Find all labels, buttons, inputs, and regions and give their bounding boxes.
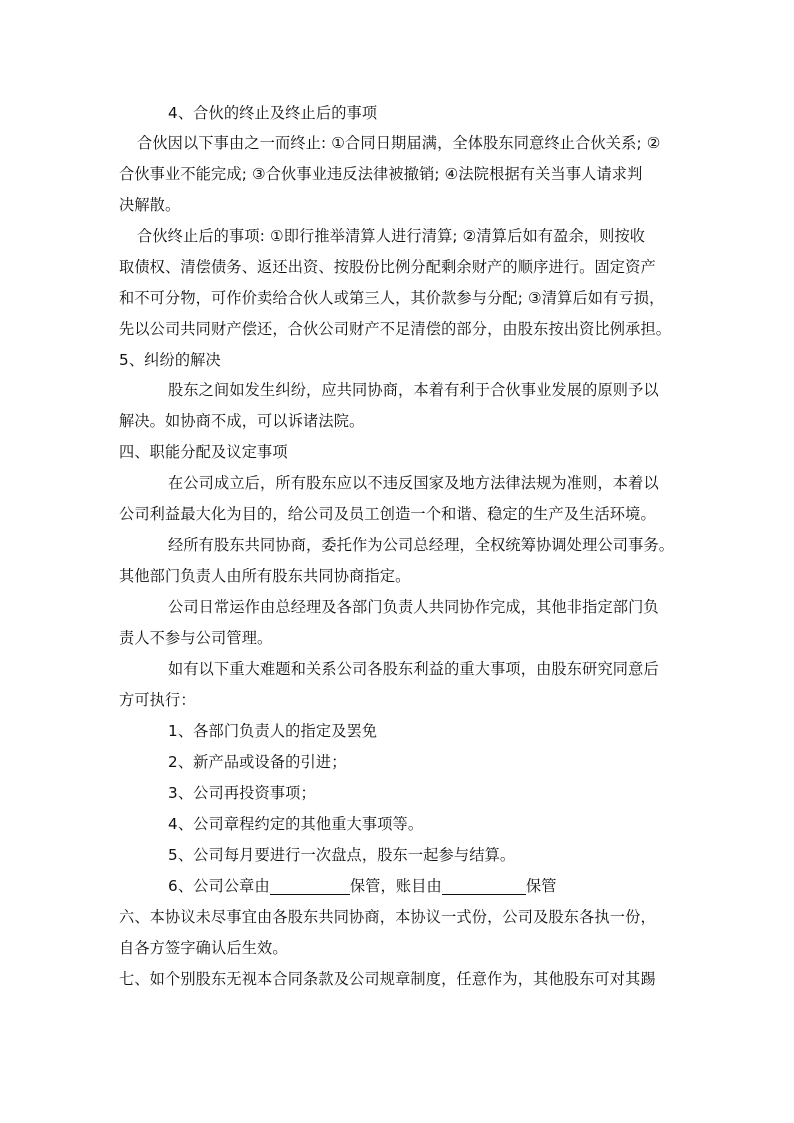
list-item: 4、公司章程约定的其他重大事项等。 bbox=[168, 815, 424, 833]
list-item: 3、公司再投资事项； bbox=[168, 784, 316, 802]
paragraph-line: 其他部门负责人由所有股东共同协商指定。 bbox=[119, 567, 411, 585]
blank-line bbox=[270, 876, 350, 895]
paragraph-line: 公司利益最大化为目的，给公司及员工创造一个和谐、稳定的生产及生活环境。 bbox=[119, 505, 656, 523]
paragraph-line: 责人不参与公司管理。 bbox=[119, 629, 273, 647]
paragraph-line: 决解散。 bbox=[119, 196, 181, 214]
paragraph-line: 解决。如协商不成，可以诉诸法院。 bbox=[119, 412, 365, 430]
paragraph-line: 合伙事业不能完成; ③合伙事业违反法律被撤销; ④法院根据有关当事人请求判 bbox=[119, 165, 643, 183]
paragraph-line: 合伙因以下事由之一而终止: ①合同日期届满，全体股东同意终止合伙关系; ② bbox=[137, 134, 661, 152]
list-item: 2、新产品或设备的引进； bbox=[168, 753, 347, 771]
paragraph-line: 六、本协议未尽事宜由各股东共同协商，本协议一式份，公司及股东各执一份， bbox=[119, 908, 656, 926]
list-item-seal-custody bbox=[168, 876, 557, 896]
paragraph-line: 取债权、清偿债务、返还出资、按股份比例分配剩余财产的顺序进行。固定资产 bbox=[119, 258, 656, 276]
list-item-middle: 保管，账目由 bbox=[349, 877, 442, 895]
list-item: 1、各部门负责人的指定及罢免 bbox=[168, 722, 378, 740]
paragraph-line: 股东之间如发生纠纷，应共同协商，本着有利于合伙事业发展的原则予以 bbox=[168, 381, 659, 399]
list-item: 5、公司每月要进行一次盘点，股东一起参与结算。 bbox=[168, 846, 516, 864]
list-item-suffix: 保管 bbox=[525, 877, 557, 895]
section-heading-duties: 四、职能分配及议定事项 bbox=[119, 443, 288, 461]
paragraph-line: 经所有股东共同协商，委托作为公司总经理，全权统筹协调处理公司事务。 bbox=[168, 536, 675, 554]
blank-line bbox=[442, 876, 526, 895]
paragraph-line: 自各方签字确认后生效。 bbox=[119, 939, 288, 957]
paragraph-line: 先以公司共同财产偿还，合伙公司财产不足清偿的部分，由股东按出资比例承担。 bbox=[119, 320, 672, 338]
section-heading-termination: 4、合伙的终止及终止后的事项 bbox=[168, 104, 378, 122]
section-heading-dispute: 5、纠纷的解决 bbox=[119, 351, 221, 369]
paragraph-line: 公司日常运作由总经理及各部门负责人共同协作完成，其他非指定部门负 bbox=[168, 598, 659, 616]
paragraph-line: 七、如个别股东无视本合同条款及公司规章制度，任意作为，其他股东可对其踢 bbox=[119, 970, 656, 988]
paragraph-line: 在公司成立后，所有股东应以不违反国家及地方法律法规为准则，本着以 bbox=[168, 474, 659, 492]
paragraph-line: 如有以下重大难题和关系公司各股东利益的重大事项，由股东研究同意后 bbox=[168, 660, 659, 678]
list-item-prefix: 6、公司公章由 bbox=[168, 877, 270, 895]
paragraph-line: 合伙终止后的事项: ①即行推举清算人进行清算; ②清算后如有盈余，则按收 bbox=[137, 227, 646, 245]
paragraph-line: 方可执行： bbox=[119, 691, 196, 709]
paragraph-line: 和不可分物，可作价卖给合伙人或第三人，其价款参与分配; ③清算后如有亏损， bbox=[119, 289, 665, 307]
